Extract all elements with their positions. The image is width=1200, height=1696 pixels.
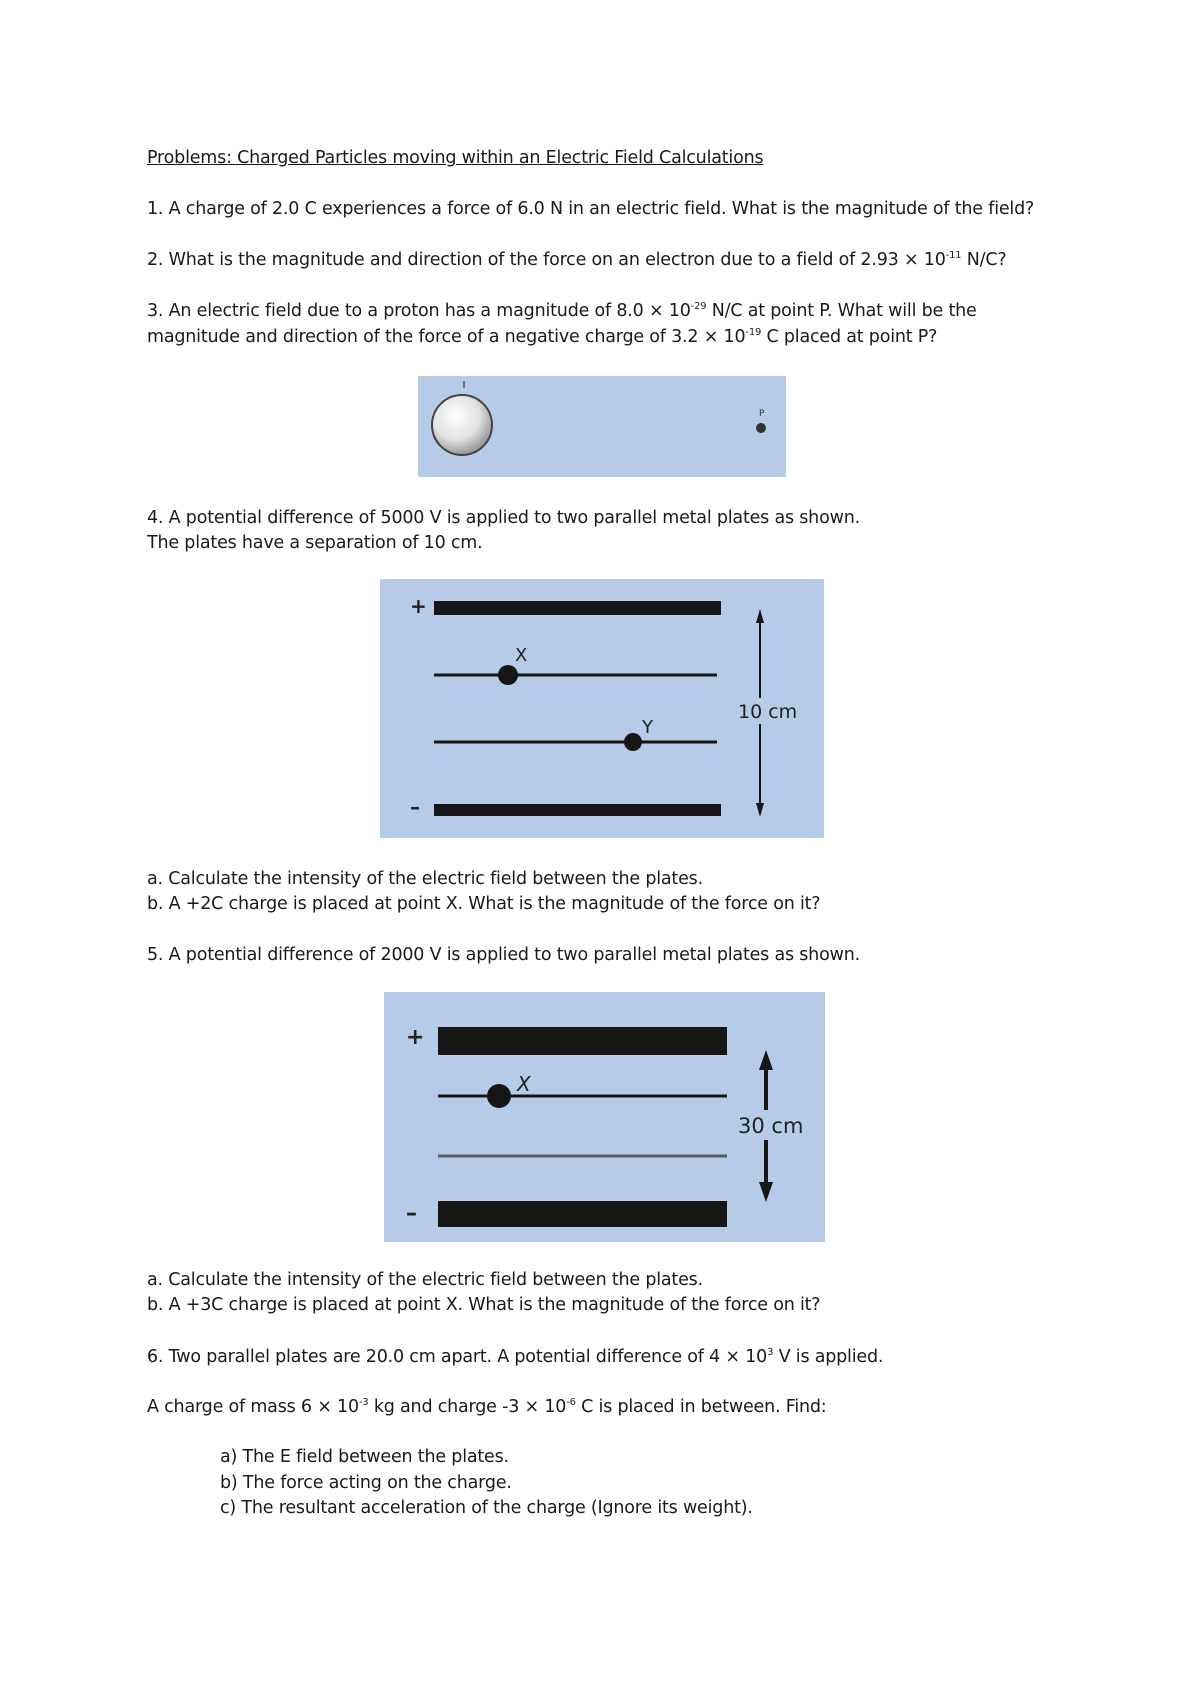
question-6-line-2: A charge of mass $6 \times 10^{-3}$ kg and charge $-3 \times 10^{-6}$ C is placed in between. Find: xyxy=(147,1397,827,1417)
question-3-line-1: 3. An electric field due to a proton has a magnitude of $8.0 \times 10^{-29}$ N/C at point P. What will be the xyxy=(147,301,977,321)
arrowhead-up xyxy=(756,609,764,623)
question-5-line-1: 5. A potential difference of 2000 V is applied to two parallel metal plates as shown. xyxy=(147,945,860,965)
point-y-dot xyxy=(624,733,642,751)
question-6a: a) The E field between the plates. xyxy=(220,1447,509,1467)
point-p-dot xyxy=(756,423,766,433)
proton-field-figure xyxy=(418,376,786,477)
point-x-dot xyxy=(487,1084,511,1108)
question-4-line-2: The plates have a separation of 10 cm. xyxy=(147,533,483,553)
proton-sphere xyxy=(432,395,492,455)
positive-plate xyxy=(434,601,721,615)
arrowhead-down xyxy=(759,1182,773,1202)
positive-plate xyxy=(438,1027,727,1055)
negative-sign: – xyxy=(406,1201,417,1226)
negative-plate xyxy=(438,1201,727,1227)
arrowhead-up xyxy=(759,1050,773,1070)
negative-sign: – xyxy=(410,795,420,819)
question-6b: b) The force acting on the charge. xyxy=(220,1473,512,1493)
point-x-label: X xyxy=(515,645,528,666)
question-2: 2. What is the magnitude and direction of the force on an electron due to a field of $2.93 \times 10^{-11}$ N/C? xyxy=(147,250,1007,270)
question-1: 1. A charge of 2.0 C experiences a force of 6.0 N in an electric field. What is the magnitude of the field? xyxy=(147,199,1035,219)
question-4b: b. A +2C charge is placed at point X. What is the magnitude of the force on it? xyxy=(147,894,821,914)
point-p-label: P xyxy=(759,409,765,419)
worksheet-title: Problems: Charged Particles moving within an Electric Field Calculations xyxy=(147,148,764,168)
plates-figure-30cm xyxy=(384,992,825,1242)
question-4-line-1: 4. A potential difference of 5000 V is applied to two parallel metal plates as shown. xyxy=(147,508,860,528)
question-3-line-2: magnitude and direction of the force of a negative charge of $3.2 \times 10^{-19}$ C placed at point P? xyxy=(147,327,938,347)
point-y-label: Y xyxy=(642,717,653,738)
arrowhead-down xyxy=(756,803,764,817)
question-6-line-1: 6. Two parallel plates are 20.0 cm apart. A potential difference of $4 \times 10^3$ V is applied. xyxy=(147,1347,884,1367)
point-x-label: X xyxy=(517,1072,531,1096)
positive-sign: + xyxy=(410,594,427,618)
plates-figure-10cm xyxy=(380,579,824,838)
positive-sign: + xyxy=(406,1025,425,1050)
question-5b: b. A +3C charge is placed at point X. What is the magnitude of the force on it? xyxy=(147,1295,821,1315)
negative-plate xyxy=(434,804,721,816)
separation-label: 10 cm xyxy=(738,701,798,723)
question-4a: a. Calculate the intensity of the electric field between the plates. xyxy=(147,869,703,889)
point-x-dot xyxy=(498,665,518,685)
separation-label: 30 cm xyxy=(738,1114,804,1138)
question-5a: a. Calculate the intensity of the electric field between the plates. xyxy=(147,1270,703,1290)
question-6c: c) The resultant acceleration of the charge (Ignore its weight). xyxy=(220,1498,753,1518)
